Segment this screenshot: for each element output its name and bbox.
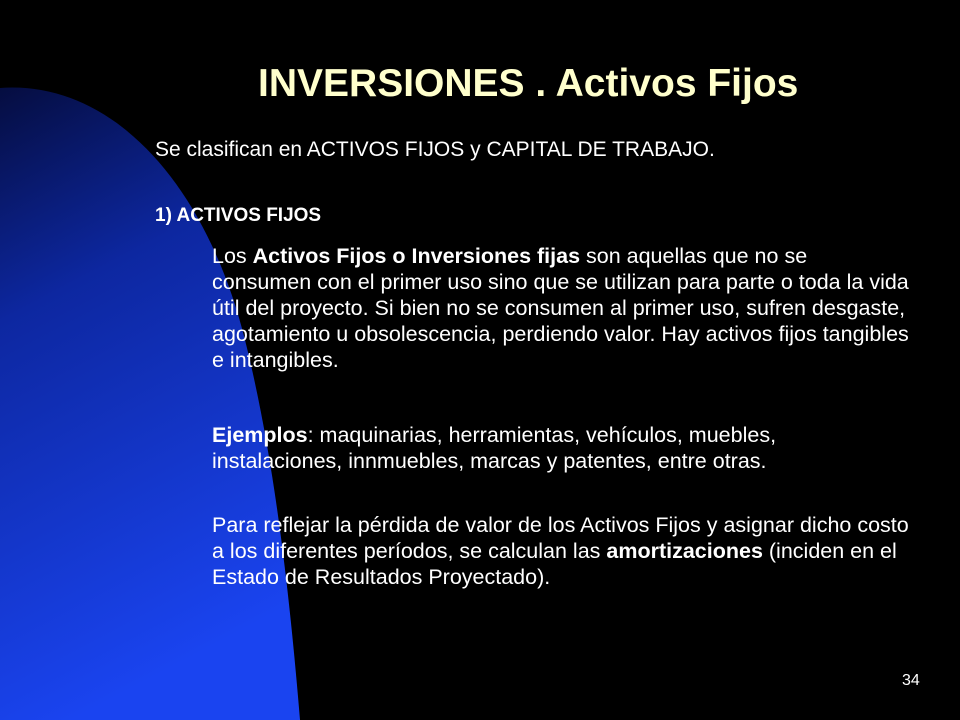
paragraph-definition-prefix: Los [212, 244, 253, 268]
intro-text: Se clasifican en ACTIVOS FIJOS y CAPITAL DE TRABAJO. [155, 138, 715, 161]
paragraph-examples-rest: : maquinarias, herramientas, vehículos, muebles, instalaciones, innmuebles, marcas y patentes, entre otras. [212, 423, 777, 473]
paragraph-examples-bold: Ejemplos [212, 423, 308, 447]
slide-title: INVERSIONES . Activos Fijos [258, 62, 799, 105]
page-number: 34 [902, 672, 920, 689]
paragraph-definition [212, 243, 912, 373]
paragraph-amortization-prefix: Para reflejar la pérdida de valor de los Activos Fijos y asignar dicho costo a los diferentes períodos, se calculan las [212, 513, 909, 563]
paragraph-amortization-bold: amortizaciones [606, 539, 763, 563]
paragraph-amortization [212, 512, 912, 590]
paragraph-amortization-rest: (inciden en el Estado de Resultados Proyectado). [212, 539, 897, 589]
section-heading: 1) ACTIVOS FIJOS [155, 205, 322, 226]
paragraph-definition-rest: son aquellas que no se consumen con el primer uso sino que se utilizan para parte o toda la vida útil del proyecto. Si bien no se consumen al primer uso, sufren desgaste, agotamiento u obsolescencia, perdiendo valor. Hay activos fijos tangibles e intangibles. [212, 244, 909, 372]
paragraph-examples [212, 422, 912, 474]
paragraph-definition-bold: Activos Fijos o Inversiones fijas [252, 244, 581, 268]
